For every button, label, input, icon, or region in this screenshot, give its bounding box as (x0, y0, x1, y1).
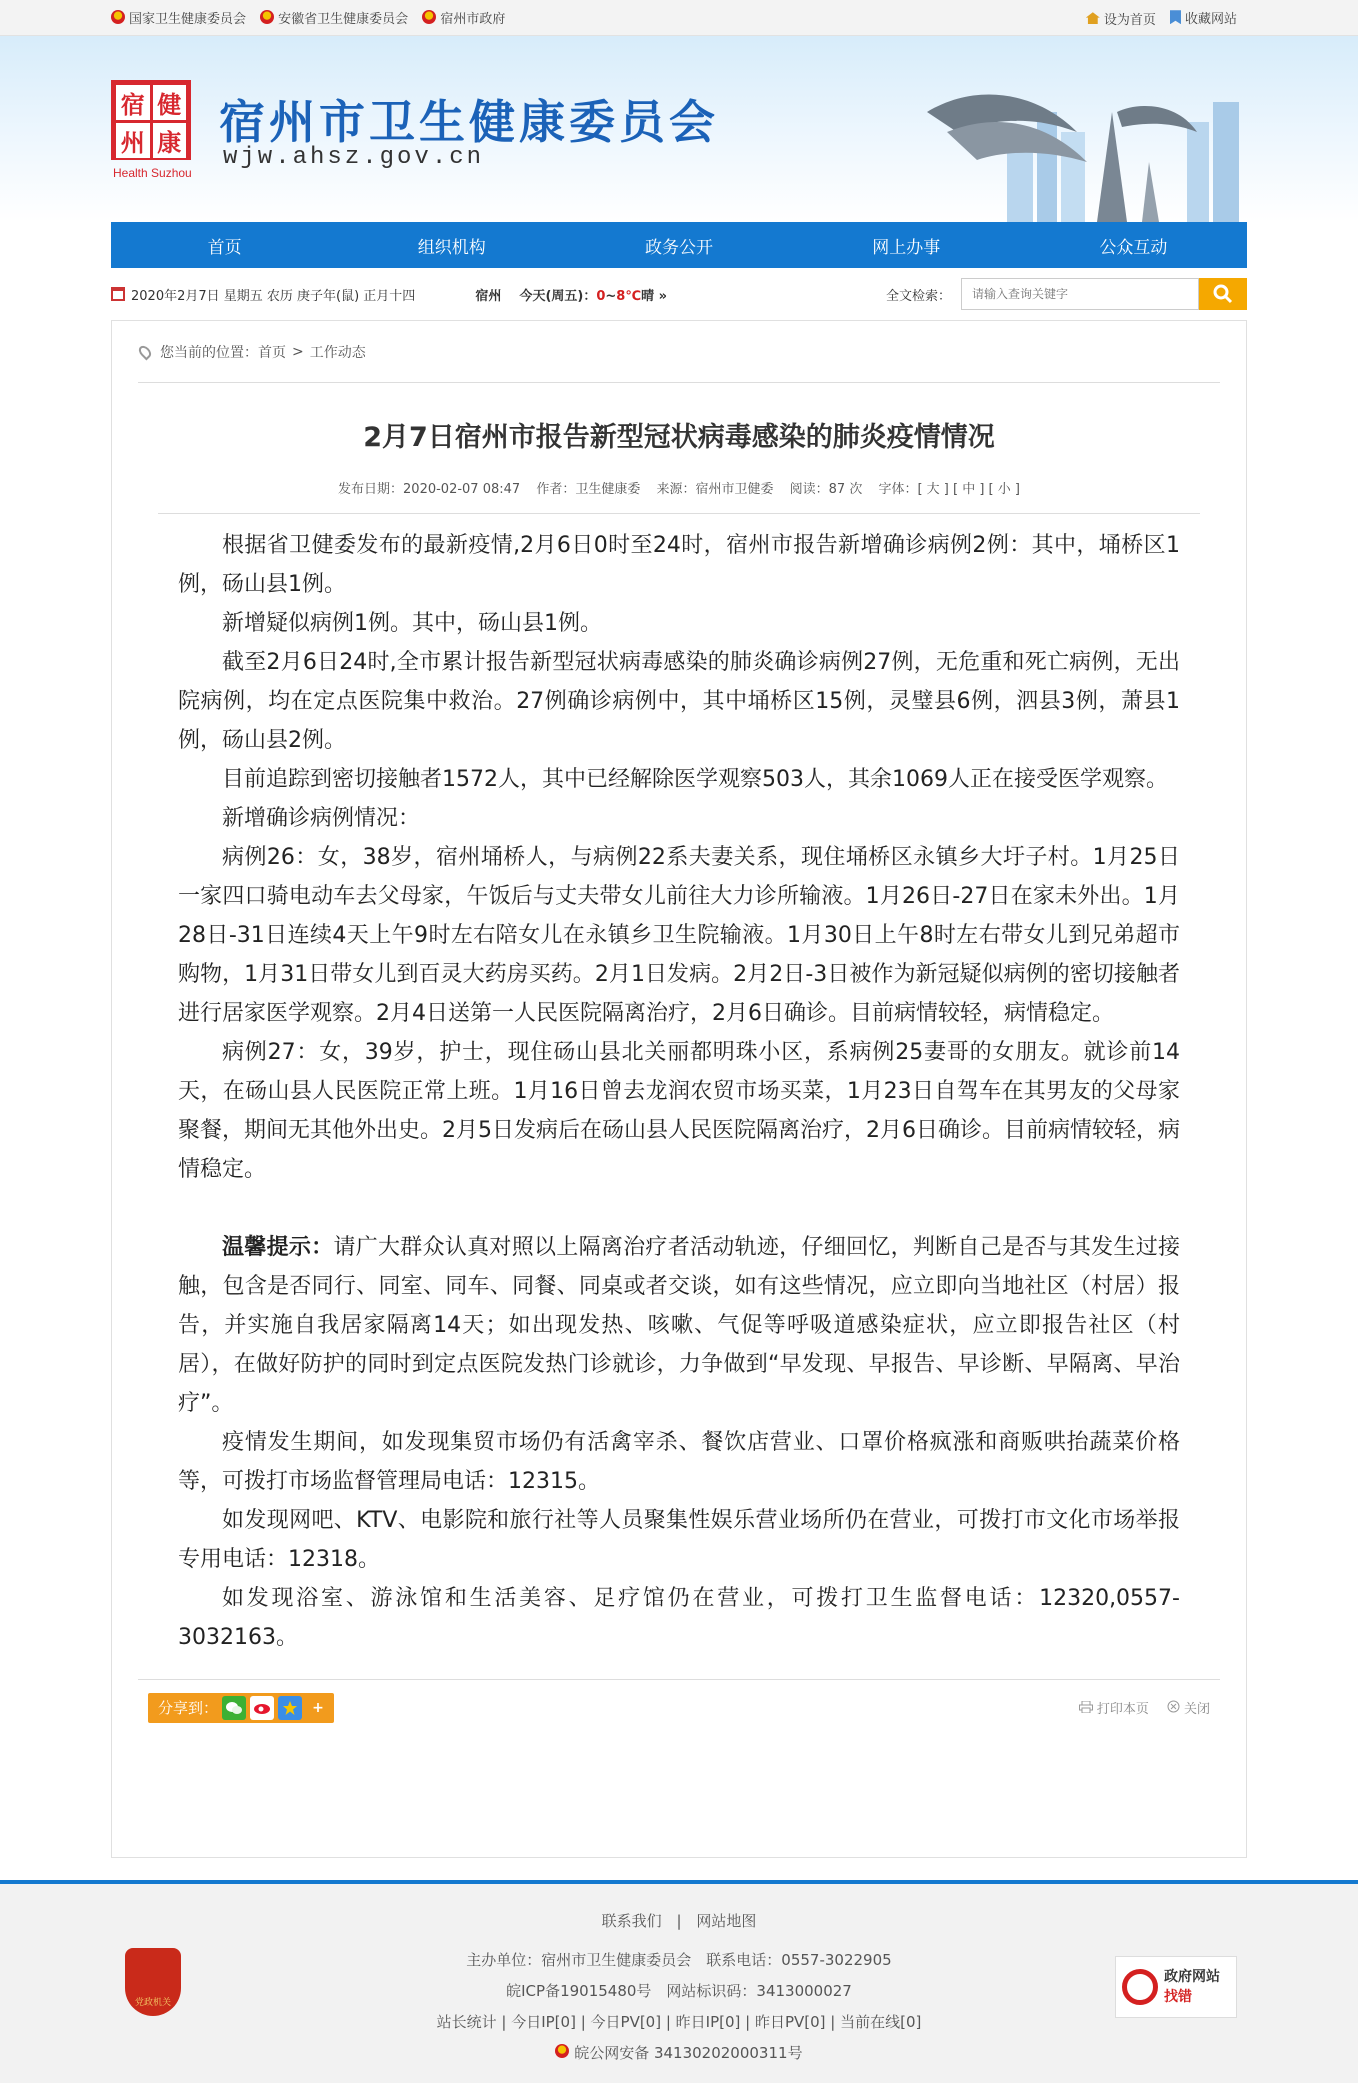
header-banner (0, 36, 1358, 222)
share-bar (148, 1693, 334, 1723)
paragraph: 病例27：女，39岁，护士，现住砀山县北关丽都明珠小区，系病例25妻哥的女朋友。就诊前14天，在砀山县人民医院正常上班。1月16日曾去龙润农贸市场买菜，1月23日自驾车在其男友的父母家聚餐，期间无其他外出史。2月5日发病后在砀山县人民医院隔离治疗，2月6日确诊。目前病情较轻，病情稳定。 (178, 1040, 1180, 1182)
bookmark-icon (1170, 10, 1181, 24)
home-icon (1086, 12, 1100, 24)
weather-temp-sep: ~ (605, 288, 617, 304)
breadcrumb (138, 321, 1220, 383)
weather-condition[interactable]: 晴 » (641, 288, 668, 304)
link-nhc-label: 国家卫生健康委员会 (129, 11, 247, 27)
logo-char: 宿 (116, 85, 150, 120)
set-home-label: 设为首页 (1103, 12, 1156, 28)
link-suzhou-gov-label: 宿州市政府 (440, 11, 506, 27)
link-nhc[interactable] (111, 8, 246, 27)
national-emblem-icon (260, 10, 274, 24)
meta-font-size-controls[interactable]: 字体：[ 大 ] [ 中 ] [ 小 ] (878, 482, 1020, 497)
footer-stats: 站长统计 | 今日IP[0] | 今日PV[0] | 昨日IP[0] | 昨日PV[0] | 当前在线[0] (436, 2013, 922, 2031)
search-icon (1213, 284, 1233, 304)
logo-char: 健 (153, 85, 187, 120)
search-input[interactable] (961, 278, 1199, 310)
logo-char: 州 (116, 123, 150, 158)
warm-tip-label: 温馨提示： (222, 1235, 334, 1260)
nav-organization[interactable]: 组织机构 (417, 237, 486, 258)
paragraph: 新增疑似病例1例。其中，砀山县1例。 (222, 611, 602, 636)
site-logo[interactable] (111, 80, 191, 160)
police-record: 皖公网安备 34130202000311号 (574, 2044, 803, 2062)
top-right-links (1086, 8, 1247, 29)
jc-line2: 找错 (1164, 1989, 1192, 2005)
weather-city: 宿州 (475, 288, 502, 304)
paragraph: 截至2月6日24时,全市累计报告新型冠状病毒感染的肺炎确诊病例27例，无危重和死亡病例，无出院病例，均在定点医院集中救治。27例确诊病例中，其中埇桥区15例，灵璧县6例，泗县3例，萧县1例，砀山县2例。 (178, 650, 1180, 753)
nav-public-interaction[interactable]: 公众互动 (1099, 237, 1168, 258)
tools-right (1079, 1698, 1210, 1717)
national-emblem-icon (111, 10, 125, 24)
meta-date: 发布日期：2020-02-07 08:47 (338, 482, 521, 497)
paragraph: 目前追踪到密切接触者1572人，其中已经解除医学观察503人，其余1069人正在接受医学观察。 (222, 767, 1168, 792)
footer-links: 联系我们 | 网站地图 (601, 1912, 757, 1930)
main-nav (111, 222, 1247, 268)
article-title: 2月7日宿州市报告新型冠状病毒感染的肺炎疫情情况 (363, 422, 995, 453)
link-suzhou-gov[interactable] (422, 8, 505, 27)
site-url: wjw.ahsz.gov.cn (223, 144, 485, 171)
close-icon (1167, 1700, 1180, 1713)
breadcrumb-current[interactable]: 工作动态 (309, 344, 366, 361)
article-content (138, 514, 1220, 1657)
national-emblem-icon (422, 10, 436, 24)
paragraph: 疫情发生期间，如发现集贸市场仍有活禽宰杀、餐饮店营业、口罩价格疯涨和商贩哄抬蔬菜价格等，可拨打市场监督管理局电话：12315。 (178, 1430, 1180, 1494)
party-gov-badge[interactable] (125, 1948, 181, 2016)
contact-us-link[interactable]: 联系我们 (601, 1912, 662, 1930)
link-ahwjw-label: 安徽省卫生健康委员会 (278, 11, 409, 27)
jc-line1: 政府网站 (1164, 1969, 1220, 1985)
police-emblem-icon (555, 2044, 569, 2058)
badge-text: 党政机关 (134, 1998, 171, 2008)
current-date: 2020年2月7日 星期五 农历 庚子年(鼠) 正月十四 (131, 288, 416, 304)
wechat-icon[interactable] (222, 1696, 246, 1720)
warm-tip-text: 请广大群众认真对照以上隔离治疗者活动轨迹，仔细回忆，判断自己是否与其发生过接触，包含是否同行、同室、同车、同餐、同桌或者交谈，如有这些情况，应立即向当地社区（村居）报告，并实施自我居家隔离14天；如出现发热、咳嗽、气促等呼吸道感染症状，应立即报告社区（村居），在做好防护的同时到定点医院发热门诊就诊，力争做到“早发现、早报告、早诊断、早隔离、早治疗”。 (178, 1235, 1180, 1416)
nav-home[interactable]: 首页 (207, 237, 242, 258)
article-container (111, 320, 1247, 1858)
gov-site-error-report[interactable] (1115, 1956, 1237, 2018)
print-button[interactable] (1079, 1698, 1149, 1717)
logo-english: Health Suzhou (113, 166, 192, 180)
breadcrumb-separator: > (292, 343, 304, 360)
footer-police (111, 2042, 1247, 2063)
print-label: 打印本页 (1096, 1702, 1149, 1717)
search-button[interactable] (1199, 278, 1247, 310)
printer-icon (1079, 1701, 1093, 1713)
weibo-icon[interactable] (250, 1696, 274, 1720)
calendar-icon (111, 287, 125, 301)
search-label: 全文检索： (885, 288, 951, 304)
footer-icp: 皖ICP备19015480号 网站标识码：3413000027 (506, 1982, 852, 2000)
info-row (111, 268, 1247, 320)
article-meta (158, 478, 1200, 514)
link-ahwjw[interactable] (260, 8, 408, 27)
bookmark-link[interactable] (1170, 8, 1237, 27)
paragraph: 病例26：女，38岁，宿州埇桥人，与病例22系夫妻关系，现住埇桥区永镇乡大圩子村。1月25日一家四口骑电动车去父母家，午饭后与丈夫带女儿前往大力诊所输液。1月26日-27日在家未外出。1月28日-31日连续4天上午9时左右陪女儿在永镇乡卫生院输液。1月30日上午8时左右带女儿到兄弟超市购物，1月31日带女儿到百灵大药房买药。2月1日发病。2月2日-3日被作为新冠疑似病例的密切接触者进行居家医学观察。2月4日送第一人民医院隔离治疗，2月6日确诊。目前病情较轻，病情稳定。 (178, 845, 1180, 1026)
magnifier-icon (1122, 1969, 1158, 2005)
weather (475, 285, 667, 304)
top-bar (0, 0, 1358, 36)
breadcrumb-prefix: 您当前的位置： (160, 344, 258, 361)
logo-char: 康 (153, 123, 187, 158)
footer-host: 主办单位：宿州市卫生健康委员会 联系电话：0557-3022905 (466, 1951, 892, 1969)
weather-temp-high: 8℃ (616, 288, 642, 304)
paragraph: 如发现网吧、KTV、电影院和旅行社等人员聚集性娱乐营业场所仍在营业，可拨打市文化市场举报专用电话：12318。 (178, 1508, 1180, 1572)
footer (0, 1880, 1358, 2083)
location-pin-icon (137, 343, 154, 360)
close-button[interactable] (1167, 1698, 1210, 1717)
set-home-link[interactable] (1086, 9, 1156, 28)
share-label: 分享到： (158, 1699, 219, 1717)
weather-day: 今天(周五)： (519, 288, 597, 304)
nav-online-services[interactable]: 网上办事 (872, 237, 941, 258)
sculpture-skyline-illustration (887, 72, 1247, 222)
top-links (111, 8, 515, 29)
warm-tip-paragraph (178, 1228, 1180, 1423)
paragraph: 根据省卫健委发布的最新疫情,2月6日0时至24时，宿州市报告新增确诊病例2例：其中，埇桥区1例，砀山县1例。 (178, 533, 1180, 597)
nav-gov-affairs[interactable]: 政务公开 (645, 237, 713, 258)
paragraph-gap (178, 1189, 1180, 1228)
bookmark-label: 收藏网站 (1184, 11, 1237, 27)
more-share-plus-icon[interactable]: + (306, 1696, 330, 1720)
close-label: 关闭 (1183, 1702, 1210, 1717)
meta-author: 作者：卫生健康委 (536, 482, 641, 497)
breadcrumb-home[interactable]: 首页 (258, 344, 286, 361)
weather-temp-low: 0 (596, 288, 606, 304)
article-tools (138, 1679, 1220, 1735)
meta-views: 阅读：87 次 (789, 482, 863, 497)
paragraph: 新增确诊病例情况： (222, 806, 421, 831)
paragraph: 如发现浴室、游泳馆和生活美容、足疗馆仍在营业，可拨打卫生监督电话：12320,0557-3032163。 (178, 1586, 1180, 1650)
sitemap-link[interactable]: 网站地图 (696, 1912, 757, 1930)
site-title: 宿州市卫生健康委员会 (219, 95, 719, 149)
qzone-star-icon[interactable] (278, 1696, 302, 1720)
meta-source: 来源：宿州市卫健委 (656, 482, 774, 497)
